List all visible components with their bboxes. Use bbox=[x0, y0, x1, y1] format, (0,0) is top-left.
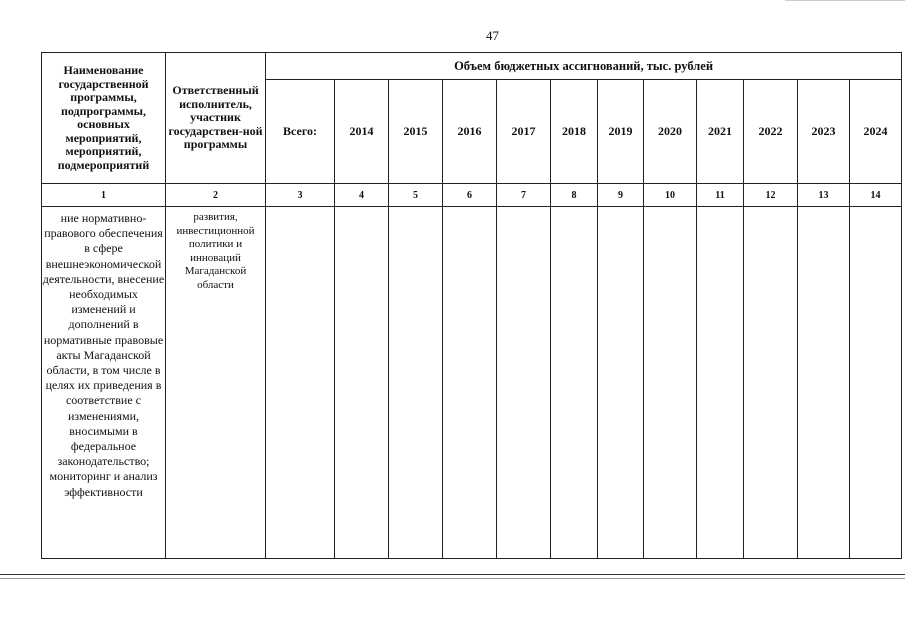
header-year: 2016 bbox=[443, 80, 497, 184]
column-number: 1 bbox=[42, 184, 166, 207]
row-executor-cell: развития, инвестиционной политики и инноваций Магаданской области bbox=[166, 207, 266, 559]
header-year: 2020 bbox=[644, 80, 697, 184]
header-year: 2024 bbox=[850, 80, 902, 184]
column-number: 4 bbox=[335, 184, 389, 207]
budget-table bbox=[41, 52, 902, 559]
row-value-cell bbox=[697, 207, 744, 559]
header-year: 2017 bbox=[497, 80, 551, 184]
column-number: 12 bbox=[744, 184, 798, 207]
header-year: 2015 bbox=[389, 80, 443, 184]
top-edge-mark bbox=[785, 0, 905, 1]
column-number: 9 bbox=[598, 184, 644, 207]
header-year: 2018 bbox=[551, 80, 598, 184]
column-number: 7 bbox=[497, 184, 551, 207]
header-year: 2021 bbox=[697, 80, 744, 184]
column-number: 10 bbox=[644, 184, 697, 207]
footer-rule bbox=[0, 574, 905, 575]
header-budget-group: Объем бюджетных ассигнований, тыс. рублей bbox=[266, 53, 902, 80]
column-number: 5 bbox=[389, 184, 443, 207]
header-executor-column: Ответственный исполнитель, участник государствен-ной программы bbox=[166, 53, 266, 184]
row-value-cell bbox=[551, 207, 598, 559]
row-value-cell bbox=[497, 207, 551, 559]
row-value-cell bbox=[850, 207, 902, 559]
header-year: 2022 bbox=[744, 80, 798, 184]
column-number: 14 bbox=[850, 184, 902, 207]
column-number: 6 bbox=[443, 184, 497, 207]
header-year: 2023 bbox=[798, 80, 850, 184]
page-number: 47 bbox=[486, 28, 499, 43]
column-number: 11 bbox=[697, 184, 744, 207]
column-number: 2 bbox=[166, 184, 266, 207]
row-name-cell: ние нормативно-правового обеспечения в сфере внешнеэкономической деятельности, внесение необходимых изменений и дополнений в нормативные правовые акты Магаданской области, в том числе в целях их приведения в соответствие с изменениями, вносимыми в федеральное законодательство; мониторинг и анализ эффективности bbox=[42, 207, 166, 559]
row-value-cell bbox=[443, 207, 497, 559]
header-total: Всего: bbox=[266, 80, 335, 184]
row-value-cell bbox=[644, 207, 697, 559]
row-value-cell bbox=[798, 207, 850, 559]
footer-rule-light bbox=[0, 578, 905, 579]
row-total-cell bbox=[266, 207, 335, 559]
row-value-cell bbox=[598, 207, 644, 559]
row-value-cell bbox=[744, 207, 798, 559]
row-value-cell bbox=[389, 207, 443, 559]
column-number: 8 bbox=[551, 184, 598, 207]
row-value-cell bbox=[335, 207, 389, 559]
header-year: 2014 bbox=[335, 80, 389, 184]
column-number: 13 bbox=[798, 184, 850, 207]
header-name-column: Наименование государственной программы, подпрограммы, основных мероприятий, мероприятий, подмероприятий bbox=[42, 53, 166, 184]
column-number: 3 bbox=[266, 184, 335, 207]
header-year: 2019 bbox=[598, 80, 644, 184]
